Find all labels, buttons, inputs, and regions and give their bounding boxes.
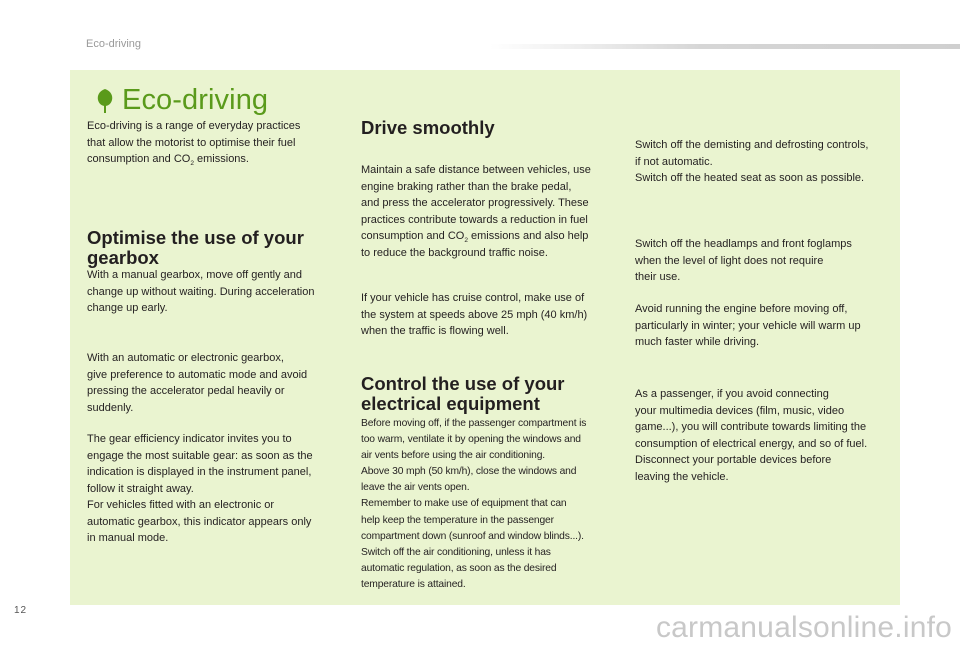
gearbox-heading: Optimise the use of your gearbox bbox=[87, 227, 304, 268]
page-title: Eco-driving bbox=[122, 84, 269, 116]
title-row bbox=[96, 84, 268, 117]
gearbox-manual-text: With a manual gearbox, move off gently and change up without waiting. During acceleration change up early. bbox=[87, 269, 315, 314]
watermark: carmanualsonline.info bbox=[655, 611, 952, 644]
gearbox-automatic-text: With an automatic or electronic gearbox, give preference to automatic mode and avoid pressing the accelerator pedal heavily or suddenly. bbox=[87, 352, 308, 414]
demisting-text: Switch off the demisting and defrosting controls, if not automatic. Switch off the heated seat as soon as possible. bbox=[635, 139, 869, 184]
gear-indicator-text: The gear efficiency indicator invites you to engage the most suitable gear: as soon as the indication is displayed in the instrument panel, follow it straight away. For vehicles fitted with an electronic or automatic gearbox, this indicator appears only in manual mode. bbox=[87, 433, 313, 544]
drive-smoothly-heading: Drive smoothly bbox=[361, 117, 495, 138]
cruise-control-text: If your vehicle has cruise control, make use of the system at speeds above 25 mph (40 km/h) when the traffic is flowing well. bbox=[361, 292, 588, 337]
headlamps-text: Switch off the headlamps and front foglamps when the level of light does not require their use. bbox=[635, 238, 852, 283]
electrical-text: Before moving off, if the passenger compartment is too warm, ventilate it by opening the windows and air vents before using the air conditioning. Above 30 mph (50 km/h), close the windows and leave the air vents open. Remember to make use of equipment that can help keep the temperature in the passenger compartment down (sunroof and window blinds...). Switch off the air conditioning, unless it has automatic regulation, as soon as the desired temperature is attained. bbox=[361, 418, 587, 590]
running-header: Eco-driving bbox=[86, 38, 142, 50]
multimedia-text: As a passenger, if you avoid connecting your multimedia devices (film, music, video game...), you will contribute towards limiting the consumption of electrical energy, and so of fuel. Disconnect your portable devices before leaving the vehicle. bbox=[635, 388, 868, 483]
leaf-icon bbox=[96, 88, 114, 114]
header-rule bbox=[490, 44, 960, 49]
intro-text: Eco-driving is a range of everyday practices that allow the motorist to optimise their fuel consumption and $CO_2$ emissions. bbox=[87, 120, 301, 167]
page-number: 12 bbox=[14, 605, 28, 616]
drive-smoothly-text: Maintain a safe distance between vehicles, use engine braking rather than the brake pedal, and press the accelerator progressively. These practices contribute towards a reduction in fuel consumption and $CO_2$ emissions and also help to reduce the background traffic noise. bbox=[361, 164, 591, 259]
electrical-heading: Control the use of your electrical equipment bbox=[361, 373, 565, 414]
engine-warmup-text: Avoid running the engine before moving off, particularly in winter; your vehicle will warm up much faster while driving. bbox=[635, 303, 861, 348]
